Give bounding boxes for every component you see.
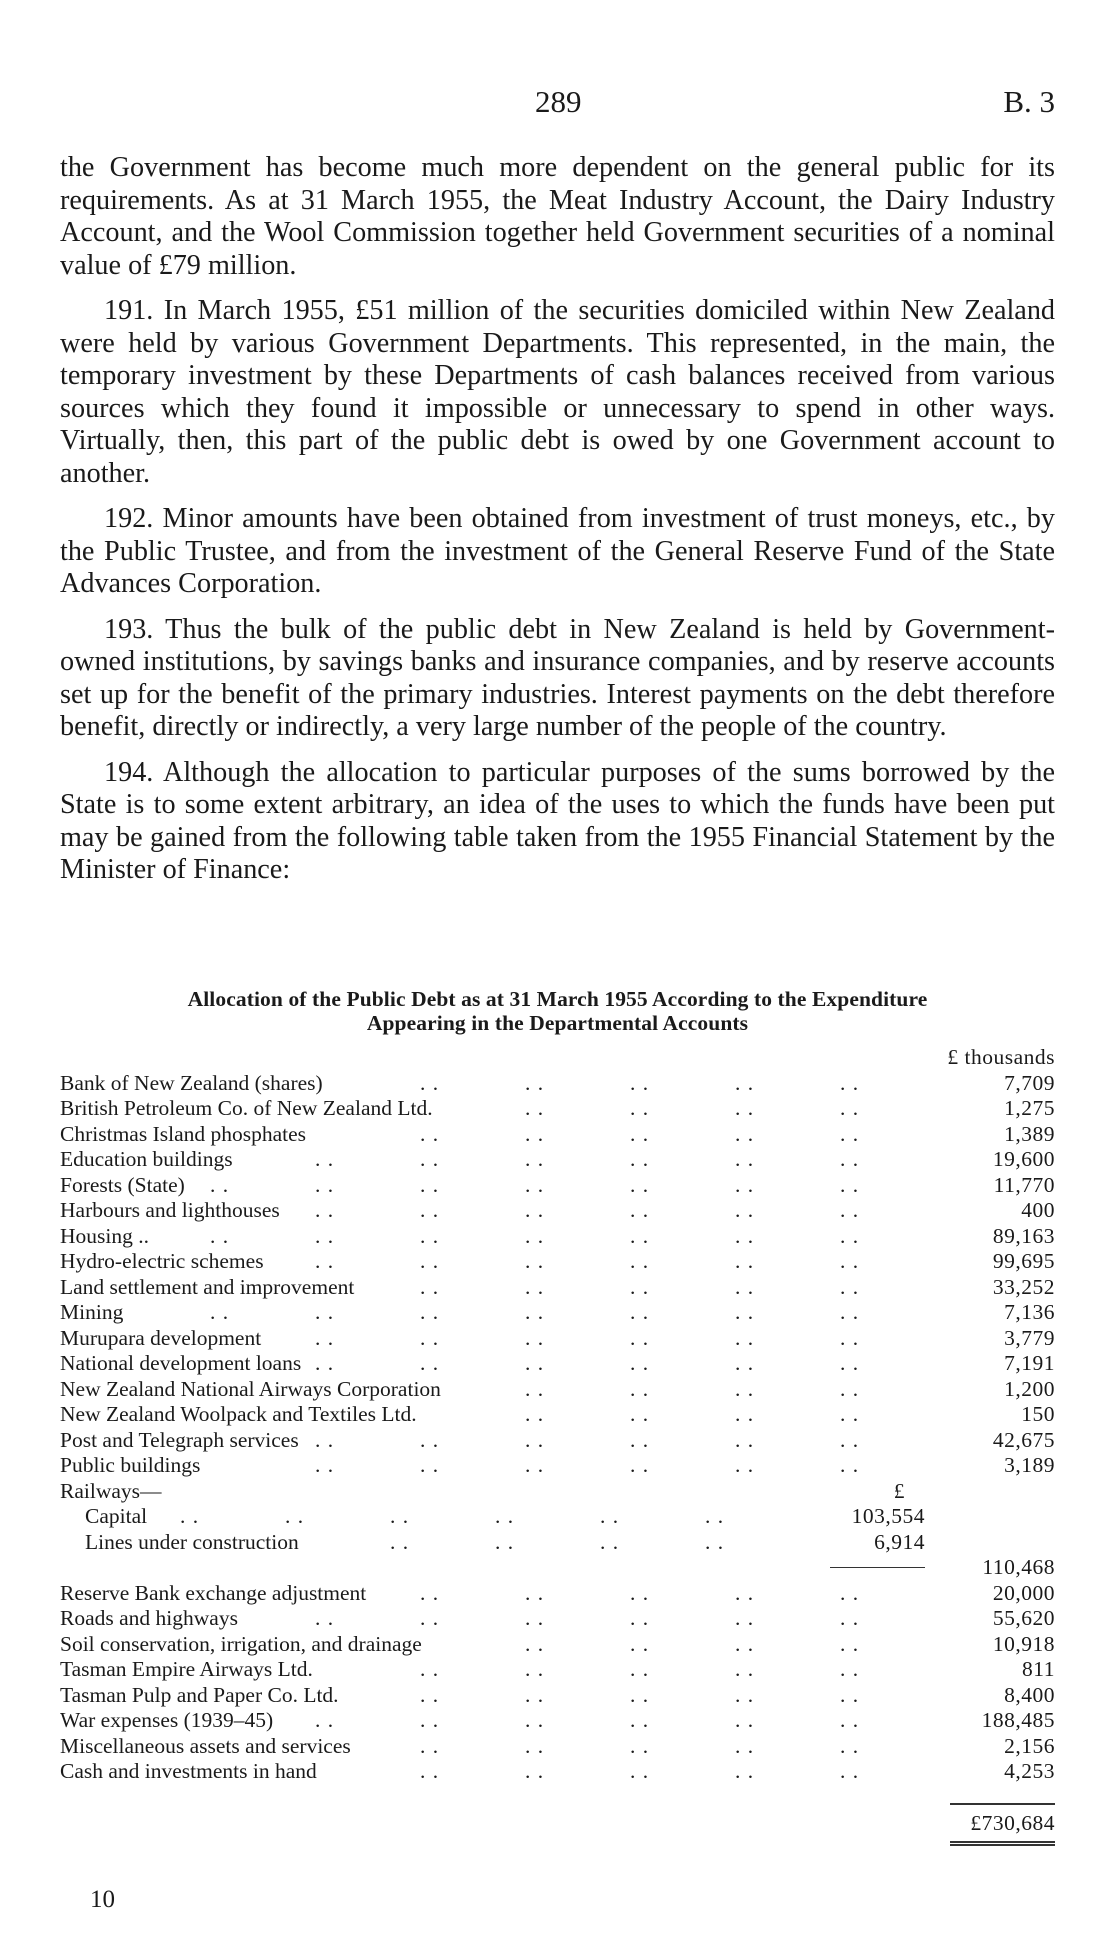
leader-dot: . . [420, 1453, 440, 1477]
leader-dot: . . [735, 1325, 755, 1350]
paragraph-193: 193. Thus the bulk of the public debt in New Zealand is held by Government-owned institutions, by savings banks and insurance companies, and by reserve accounts set up for the benefit of the primary industries. Interest payments on the debt therefore benefit, directly or indirectly, a very large number of the people of the country. [60, 613, 1055, 742]
leader-dot: . . [840, 1733, 860, 1758]
table-row [60, 1402, 1055, 1428]
leader-dot: . . [735, 1070, 755, 1095]
leader-dot: . . [630, 1657, 650, 1681]
table-row [60, 1249, 1055, 1275]
leader-dot: . . [630, 1606, 650, 1630]
table-row [60, 1351, 1055, 1377]
leader-dot: . . [840, 1453, 860, 1477]
row-value: 400 [1021, 1198, 1055, 1222]
debt-allocation-table [60, 1045, 1055, 1849]
table-row [60, 1581, 1055, 1607]
row-value: 3,779 [1004, 1325, 1055, 1350]
leader-dot: . . [735, 1427, 755, 1452]
row-value: 6,914 [874, 1529, 925, 1554]
leader-dot: . . [630, 1402, 650, 1426]
row-value: 8,400 [1004, 1682, 1055, 1707]
leader-dot: . . [735, 1172, 755, 1197]
leader-dot: . . [525, 1096, 545, 1120]
paragraph-number: 192. [104, 503, 154, 534]
body-text [60, 152, 1055, 900]
leader-dot: . . [525, 1198, 545, 1222]
leader-dot: . . [525, 1223, 545, 1248]
leader-dot: . . [390, 1529, 410, 1554]
leader-dot: . . [630, 1096, 650, 1120]
leader-dot: . . [630, 1223, 650, 1248]
leader-dot: . . [210, 1300, 230, 1324]
leader-dot: . . [840, 1376, 860, 1401]
leader-dot: . . [525, 1733, 545, 1758]
leader-dot: . . [630, 1453, 650, 1477]
leader-dot: . . [735, 1121, 755, 1146]
table-row [60, 1530, 1055, 1556]
leader-dot: . . [600, 1529, 620, 1554]
leader-dot: . . [840, 1631, 860, 1656]
row-label: Tasman Empire Airways Ltd. [60, 1657, 313, 1681]
currency-symbol: £ [893, 1478, 905, 1503]
row-label: Cash and investments in hand [60, 1759, 317, 1783]
leader-dot: . . [420, 1733, 440, 1758]
leader-dot: . . [210, 1223, 230, 1248]
leader-dot: . . [840, 1274, 860, 1299]
leader-dot: . . [420, 1147, 440, 1171]
paragraph-number: 191. [104, 295, 154, 326]
leader-dot: . . [735, 1708, 755, 1732]
leader-dot: . . [600, 1504, 620, 1528]
row-label: Land settlement and improvement [60, 1274, 355, 1299]
leader-dot: . . [840, 1325, 860, 1350]
row-value: 4,253 [1004, 1759, 1055, 1783]
leader-dot: . . [735, 1249, 755, 1273]
document-reference: B. 3 [1003, 84, 1055, 119]
row-label: British Petroleum Co. of New Zealand Ltd. [60, 1096, 433, 1120]
table-row [60, 1198, 1055, 1224]
row-label: New Zealand National Airways Corporation [60, 1376, 441, 1401]
row-label: Mining [60, 1300, 124, 1324]
row-value: 55,620 [992, 1606, 1055, 1630]
leader-dot: . . [525, 1274, 545, 1299]
row-value: 2,156 [1004, 1733, 1055, 1758]
leader-dot: . . [315, 1325, 335, 1350]
row-label: Miscellaneous assets and services [60, 1733, 351, 1758]
row-label: Soil conservation, irrigation, and drainage [60, 1631, 422, 1656]
paragraph-number: 194. [104, 756, 154, 788]
leader-dot: . . [420, 1708, 440, 1732]
leader-dot: . . [735, 1580, 755, 1605]
leader-dot: . . [630, 1682, 650, 1707]
leader-dot: . . [420, 1657, 440, 1681]
leader-dot: . . [420, 1223, 440, 1248]
table-row [60, 1071, 1055, 1097]
table-rows-railways [60, 1504, 1055, 1555]
leader-dot: . . [525, 1376, 545, 1401]
table-row-grand-total: £730,684 [970, 1810, 1055, 1835]
row-value: 7,709 [1004, 1070, 1055, 1095]
row-label: War expenses (1939–45) [60, 1708, 274, 1732]
leader-dot: . . [735, 1198, 755, 1222]
row-label: Reserve Bank exchange adjustment [60, 1580, 367, 1605]
leader-dot: . . [840, 1198, 860, 1222]
leader-dot: . . [630, 1708, 650, 1732]
leader-dot: . . [735, 1733, 755, 1758]
leader-dot: . . [390, 1504, 410, 1528]
leader-dot: . . [495, 1529, 515, 1554]
paragraph-number: 193. [104, 613, 154, 645]
leader-dot: . . [735, 1300, 755, 1324]
leader-dot: . . [840, 1759, 860, 1783]
leader-dot: . . [420, 1606, 440, 1630]
row-value: 103,554 [851, 1504, 925, 1528]
row-value: 1,275 [1004, 1096, 1055, 1120]
row-value: 150 [1021, 1402, 1055, 1426]
row-value: 3,189 [1004, 1453, 1055, 1477]
row-label: National development loans [60, 1351, 302, 1375]
leader-dot: . . [420, 1198, 440, 1222]
row-label: New Zealand Woolpack and Textiles Ltd. [60, 1402, 417, 1426]
leader-dot: . . [495, 1504, 515, 1528]
table-row [60, 1428, 1055, 1454]
table-row-railways-subtotal: 110,468 [60, 1555, 1055, 1581]
leader-dot: . . [735, 1682, 755, 1707]
leader-dot: . . [420, 1351, 440, 1375]
table-row [60, 1453, 1055, 1479]
leader-dot: . . [735, 1759, 755, 1783]
leader-dot: . . [420, 1325, 440, 1350]
leader-dot: . . [735, 1631, 755, 1656]
leader-dot: . . [180, 1504, 200, 1528]
leader-dot: . . [525, 1402, 545, 1426]
row-value: 11,770 [993, 1172, 1055, 1197]
page-header [60, 84, 1055, 124]
row-value: 7,136 [1004, 1300, 1055, 1324]
leader-dot: . . [525, 1631, 545, 1656]
leader-dot: . . [840, 1427, 860, 1452]
table-row [60, 1300, 1055, 1326]
leader-dot: . . [705, 1504, 725, 1528]
table-units-header: £ thousands [947, 1045, 1055, 1069]
leader-dot: . . [630, 1172, 650, 1197]
leader-dot: . . [315, 1300, 335, 1324]
table-row [60, 1096, 1055, 1122]
leader-dot: . . [840, 1172, 860, 1197]
table-row [60, 1683, 1055, 1709]
leader-dot: . . [735, 1657, 755, 1681]
leader-dot: . . [840, 1657, 860, 1681]
leader-dot: . . [420, 1759, 440, 1783]
leader-dot: . . [525, 1147, 545, 1171]
row-label: Lines under construction [85, 1529, 299, 1554]
leader-dot: . . [840, 1351, 860, 1375]
table-row [60, 1632, 1055, 1658]
leader-dot: . . [705, 1529, 725, 1554]
leader-dot: . . [420, 1070, 440, 1095]
leader-dot: . . [285, 1504, 305, 1528]
row-value: 89,163 [992, 1223, 1055, 1248]
leader-dot: . . [735, 1453, 755, 1477]
row-label: Christmas Island phosphates [60, 1121, 307, 1146]
table-row-railways-header: Railways— £ [60, 1478, 905, 1503]
total-rule-spacer [60, 1785, 1055, 1807]
leader-dot: . . [525, 1606, 545, 1630]
row-value: 811 [1022, 1657, 1055, 1681]
leader-dot: . . [525, 1172, 545, 1197]
row-label: Roads and highways [60, 1606, 238, 1630]
leader-dot: . . [420, 1274, 440, 1299]
row-value: 188,485 [981, 1708, 1055, 1732]
leader-dot: . . [840, 1682, 860, 1707]
leader-dot: . . [525, 1708, 545, 1732]
leader-dot: . . [420, 1682, 440, 1707]
table-row [60, 1657, 1055, 1683]
leader-dot: . . [735, 1606, 755, 1630]
leader-dot: . . [315, 1223, 335, 1248]
row-value: 99,695 [992, 1249, 1055, 1273]
leader-dot: . . [420, 1249, 440, 1273]
table-row [60, 1224, 1055, 1250]
leader-dot: . . [630, 1300, 650, 1324]
leader-dot: . . [315, 1708, 335, 1732]
leader-dot: . . [630, 1759, 650, 1783]
leader-dot: . . [840, 1070, 860, 1095]
leader-dot: . . [525, 1453, 545, 1477]
leader-dot: . . [315, 1172, 335, 1197]
leader-dot: . . [525, 1657, 545, 1681]
leader-dot: . . [735, 1096, 755, 1120]
leader-dot: . . [420, 1427, 440, 1452]
subtotal-rule [830, 1567, 925, 1568]
table-row [60, 1122, 1055, 1148]
leader-dot: . . [735, 1274, 755, 1299]
leader-dot: . . [630, 1427, 650, 1452]
table-title: Allocation of the Public Debt as at 31 March 1955 According to the Expenditure Appearing in the Departmental Accounts [187, 987, 928, 1035]
table-row [60, 1326, 1055, 1352]
leader-dot: . . [840, 1708, 860, 1732]
leader-dot: . . [630, 1249, 650, 1273]
footer-page-number: 10 [90, 1886, 115, 1913]
leader-dot: . . [420, 1580, 440, 1605]
table-row [60, 1377, 1055, 1403]
leader-dot: . . [525, 1070, 545, 1095]
row-value: 1,389 [1004, 1121, 1055, 1146]
leader-dot: . . [525, 1121, 545, 1146]
paragraph-continued: the Government has become much more dependent on the general public for its requirements. As at 31 March 1955, the Meat Industry Account, the Dairy Industry Account, and the Wool Commission together held Government securities of a nominal value of £79 million. [60, 152, 1055, 281]
table-row [60, 1147, 1055, 1173]
leader-dot: . . [420, 1121, 440, 1146]
leader-dot: . . [630, 1147, 650, 1171]
leader-dot: . . [210, 1172, 230, 1197]
row-label: Public buildings [60, 1453, 201, 1477]
leader-dot: . . [315, 1249, 335, 1273]
leader-dot: . . [840, 1606, 860, 1630]
leader-dot: . . [840, 1223, 860, 1248]
row-value: 33,252 [992, 1274, 1055, 1299]
table-rows-group-b [60, 1581, 1055, 1785]
leader-dot: . . [315, 1427, 335, 1452]
leader-dot: . . [735, 1402, 755, 1426]
leader-dot: . . [315, 1606, 335, 1630]
row-label: Housing .. [60, 1223, 149, 1248]
row-label: Education buildings [60, 1147, 233, 1171]
paragraph-194: 194. Although the allocation to particular purposes of the sums borrowed by the State is to some extent arbitrary, an idea of the uses to which the funds have been put may be gained from the following table taken from the 1955 Financial Statement by the Minister of Finance: [60, 756, 1055, 885]
row-label: Bank of New Zealand (shares) [60, 1070, 323, 1095]
leader-dot: . . [630, 1121, 650, 1146]
leader-dot: . . [630, 1325, 650, 1350]
leader-dot: . . [525, 1427, 545, 1452]
leader-dot: . . [630, 1351, 650, 1375]
leader-dot: . . [735, 1351, 755, 1375]
total-rule-top [950, 1803, 1055, 1805]
leader-dot: . . [630, 1631, 650, 1656]
leader-dot: . . [630, 1733, 650, 1758]
leader-dot: . . [630, 1376, 650, 1401]
row-value: 20,000 [992, 1580, 1055, 1605]
leader-dot: . . [630, 1198, 650, 1222]
paragraph-192: 192. Minor amounts have been obtained from investment of trust moneys, etc., by the Public Trustee, and from the investment of the General Reserve Fund of the State Advances Corporation. [60, 503, 1055, 599]
leader-dot: . . [315, 1453, 335, 1477]
table-row [60, 1606, 1055, 1632]
leader-dot: . . [525, 1300, 545, 1324]
leader-dot: . . [525, 1249, 545, 1273]
row-label: Harbours and lighthouses [60, 1198, 280, 1222]
table-row [60, 1504, 1055, 1530]
leader-dot: . . [735, 1223, 755, 1248]
leader-dot: . . [840, 1121, 860, 1146]
row-value: 1,200 [1004, 1376, 1055, 1401]
row-value: 19,600 [992, 1147, 1055, 1171]
leader-dot: . . [525, 1325, 545, 1350]
row-label: Post and Telegraph services [60, 1427, 299, 1452]
table-row [60, 1734, 1055, 1760]
leader-dot: . . [840, 1096, 860, 1120]
total-double-rule [60, 1839, 1055, 1849]
leader-dot: . . [420, 1300, 440, 1324]
leader-dot: . . [525, 1580, 545, 1605]
leader-dot: . . [525, 1759, 545, 1783]
table-row [60, 1759, 1055, 1785]
leader-dot: . . [630, 1274, 650, 1299]
row-value: 10,918 [992, 1631, 1055, 1656]
row-label: Tasman Pulp and Paper Co. Ltd. [60, 1682, 339, 1707]
total-rule-bottom [950, 1841, 1055, 1846]
table-row [60, 1275, 1055, 1301]
row-label: Capital [85, 1504, 148, 1528]
leader-dot: . . [840, 1147, 860, 1171]
row-value: 7,191 [1004, 1351, 1055, 1375]
leader-dot: . . [315, 1198, 335, 1222]
leader-dot: . . [315, 1147, 335, 1171]
leader-dot: . . [420, 1172, 440, 1197]
leader-dot: . . [735, 1376, 755, 1401]
row-value: 42,675 [992, 1427, 1055, 1452]
table-row [60, 1173, 1055, 1199]
leader-dot: . . [525, 1351, 545, 1375]
leader-dot: . . [840, 1402, 860, 1426]
page-number: 289 [535, 84, 582, 119]
table-row [60, 1708, 1055, 1734]
leader-dot: . . [735, 1147, 755, 1171]
row-label: Hydro-electric schemes [60, 1249, 264, 1273]
leader-dot: . . [630, 1070, 650, 1095]
row-label: Murupara development [60, 1325, 262, 1350]
leader-dot: . . [630, 1580, 650, 1605]
leader-dot: . . [315, 1351, 335, 1375]
row-label: Forests (State) [60, 1172, 185, 1197]
paragraph-191: 191. In March 1955, £51 million of the securities domiciled within New Zealand were held by various Government Departments. This represented, in the main, the temporary investment by these Departments of cash balances received from various sources which they found it impossible or unnecessary to spend in other ways. Virtually, then, this part of the public debt is owed by one Government account to another. [60, 295, 1056, 489]
table-rows-group-a [60, 1071, 1055, 1479]
leader-dot: . . [840, 1249, 860, 1273]
leader-dot: . . [840, 1580, 860, 1605]
leader-dot: . . [840, 1300, 860, 1324]
leader-dot: . . [525, 1682, 545, 1707]
